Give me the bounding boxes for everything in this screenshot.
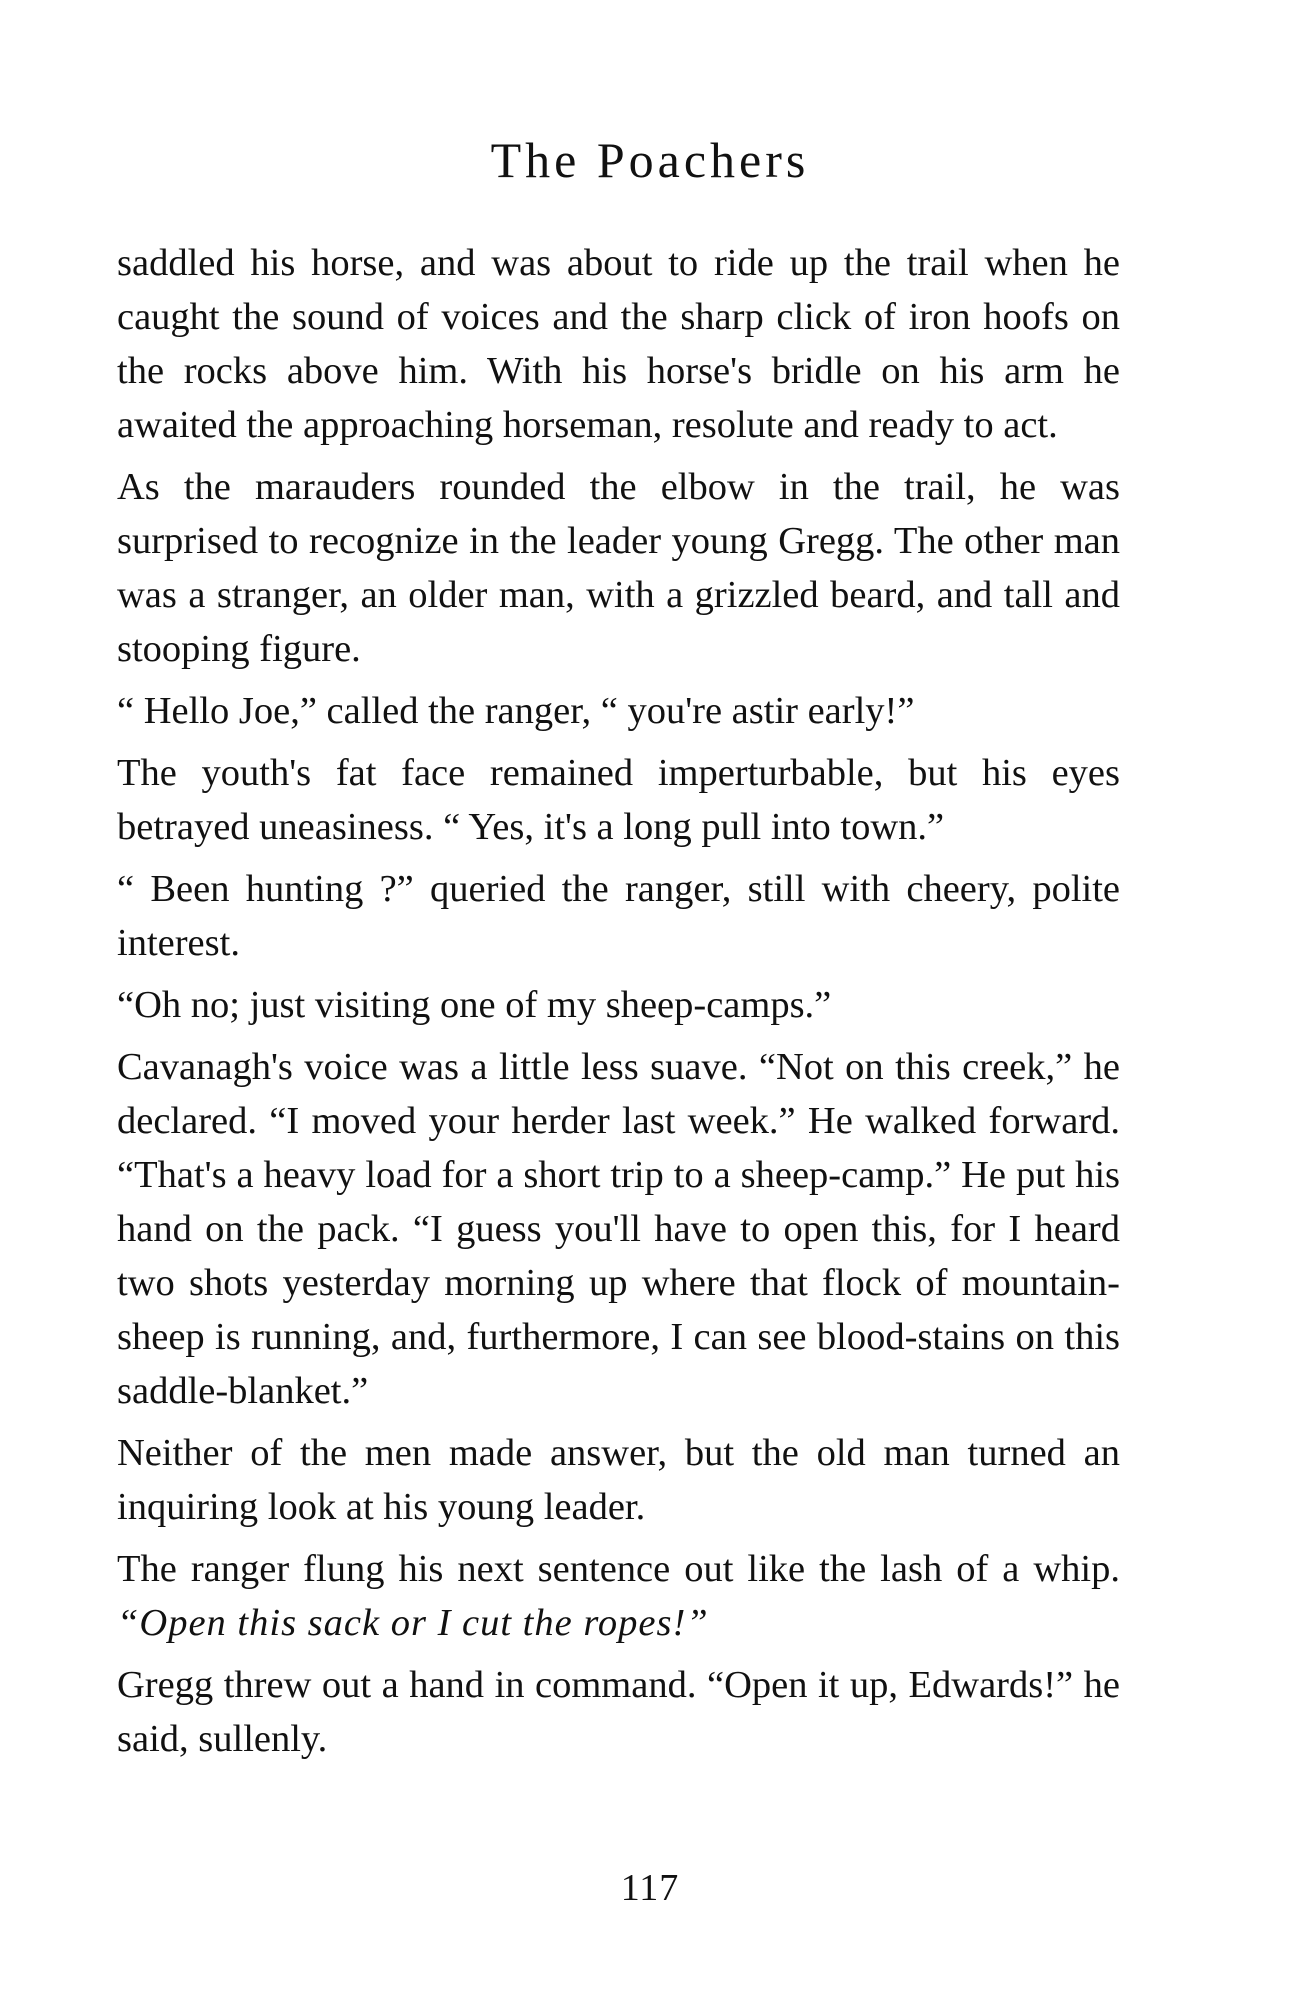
paragraph: “Oh no; just visiting one of my sheep-camps.” xyxy=(117,984,832,1026)
italic-quote: “Open this sack or I cut the ropes!” xyxy=(117,1602,709,1644)
paragraph: Cavanagh's voice was a little less suave. “Not on this creek,” he declared. “I moved your herder last week.” He walked forward. “That's a heavy load for a short trip to a sheep-camp.” He put his hand on the pack. “I guess you'll have to open this, for I heard two shots yesterday morning up where that flock of mountain-sheep is running, and, furthermore, I can see blood-stains on this saddle-blanket.” xyxy=(117,1046,1120,1412)
paragraph: Neither of the men made answer, but the old man turned an inquiring look at his young leader. xyxy=(117,1432,1120,1528)
paragraph: saddled his horse, and was about to ride up the trail when he caught the sound of voices and the sharp click of iron hoofs on the rocks above him. With his horse's bridle on his arm he awaited the approaching horseman, resolute and ready to act. xyxy=(117,242,1120,446)
page-number: 117 xyxy=(620,1867,680,1909)
paragraph: Gregg threw out a hand in command. “Open it up, Edwards!” he said, sullenly. xyxy=(117,1664,1120,1760)
paragraph: “ Been hunting ?” queried the ranger, still with cheery, polite interest. xyxy=(117,868,1120,964)
body-text xyxy=(117,236,1120,1766)
paragraph xyxy=(117,1542,1120,1650)
paragraph: As the marauders rounded the elbow in the trail, he was surprised to recognize in the leader young Gregg. The other man was a stranger, an older man, with a grizzled beard, and tall and stooping figure. xyxy=(117,466,1120,670)
paragraph: “ Hello Joe,” called the ranger, “ you're astir early!” xyxy=(117,690,915,732)
running-head: The Poachers xyxy=(490,132,810,188)
paragraph-text: The ranger flung his next sentence out like the lash of a whip. xyxy=(117,1548,1120,1590)
paragraph: The youth's fat face remained imperturbable, but his eyes betrayed uneasiness. “ Yes, it's a long pull into town.” xyxy=(117,752,1120,848)
